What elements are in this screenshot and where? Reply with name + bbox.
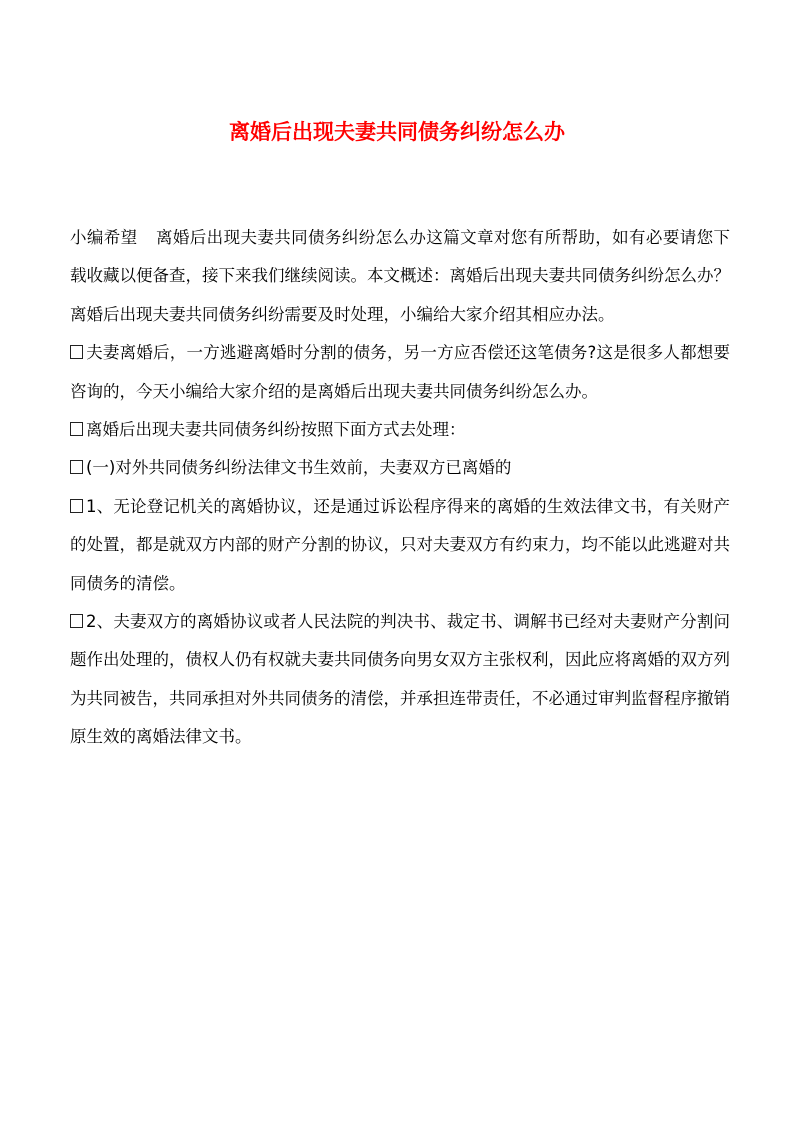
checkbox-glyph-icon	[70, 614, 83, 628]
paragraph-4-text: 1、无论登记机关的离婚协议，还是通过诉讼程序得来的离婚的生效法律文书，有关财产的处置，都是就双方内部的财产分割的协议，只对夫妻双方有约束力，均不能以此逃避对共同债务的清偿。	[70, 496, 730, 593]
intro-lead: 小编希望	[70, 228, 138, 247]
paragraph-3	[70, 449, 730, 487]
intro-paragraph	[70, 219, 730, 334]
checkbox-glyph-icon	[70, 460, 83, 474]
paragraph-2-text: 离婚后出现夫妻共同债务纠纷按照下面方式去处理：	[86, 420, 466, 440]
paragraph-5	[70, 603, 730, 757]
paragraph-2	[70, 411, 730, 449]
paragraph-3-text: (一)对外共同债务纠纷法律文书生效前，夫妻双方已离婚的	[86, 458, 512, 478]
paragraph-5-text: 2、夫妻双方的离婚协议或者人民法院的判决书、裁定书、调解书已经对夫妻财产分割问题作出处理的，债权人仍有权就夫妻共同债务向男女双方主张权利，因此应将离婚的双方列为共同被告，共同承担对外共同债务的清偿，并承担连带责任，不必通过审判监督程序撤销原生效的离婚法律文书。	[70, 612, 730, 747]
document-title: 离婚后出现夫妻共同债务纠纷怎么办	[229, 120, 565, 145]
paragraph-4	[70, 488, 730, 603]
document-body	[70, 219, 730, 757]
paragraph-1	[70, 334, 730, 411]
intro-text: 离婚后出现夫妻共同债务纠纷怎么办这篇文章对您有所帮助，如有必要请您下载收藏以便备查，接下来我们继续阅读。本文概述：离婚后出现夫妻共同债务纠纷怎么办？离婚后出现夫妻共同债务纠纷需要及时处理，小编给大家介绍其相应办法。	[70, 228, 731, 324]
checkbox-glyph-icon	[70, 345, 83, 359]
checkbox-glyph-icon	[70, 499, 83, 513]
checkbox-glyph-icon	[70, 422, 83, 436]
paragraph-1-text: 夫妻离婚后，一方逃避离婚时分割的债务，另一方应否偿还这笔债务?这是很多人都想要咨询的，今天小编给大家介绍的是离婚后出现夫妻共同债务纠纷怎么办。	[70, 343, 730, 401]
